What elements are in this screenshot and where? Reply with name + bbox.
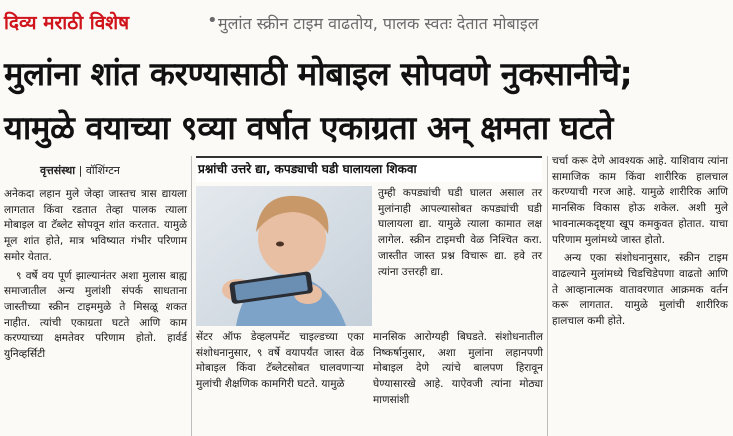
- child-with-phone-photo: [196, 186, 372, 326]
- dateline-agency: वृत्तसंस्था: [40, 164, 76, 177]
- headline-line-2: यामुळे वयाच्या ९व्या वर्षात एकाग्रता अन् क्षमता घटते: [4, 109, 614, 147]
- article-paragraph: चर्चा करू देणे आवश्यक आहे. याशिवाय त्यांना सामाजिक काम किंवा शारीरिक हालचाल करण्याची गरज आहे. यामुळे शारीरिक आणि मानसिक विकास होऊ शकेल. अशी मुले भावनात्मकदृष्ट्या खूप कमकुवत होतात. याचा परिणाम मुलांमध्ये जास्त होतो.: [552, 155, 728, 246]
- column-divider: [547, 156, 548, 436]
- dateline: [40, 163, 120, 178]
- dateline-separator: |: [78, 164, 83, 177]
- section-brand: दिव्य मराठी विशेष: [4, 12, 130, 34]
- article-paragraph: ९ वर्षे वय पूर्ण झाल्यानंतर अशा मुलास बाह्य समाजातील अन्य मुलांशी संपर्क साधताना जास्तीच्या स्क्रीन टाइममुळे ते मिसळू शकत नाहीत. त्यांची एकाग्रता घटते आणि काम करण्याच्या क्षमतेवर परिणाम होतो. हार्वर्ड युनिव्हर्सिटी: [4, 269, 187, 361]
- box-text: [378, 186, 542, 283]
- article-paragraph: अन्य एका संशोधनानुसार, स्क्रीन टाइम वाढल्याने मुलांमध्ये चिडचिडेपणा वाढतो आणि ते आव्हानात्मक वातावरणात आक्रमक वर्तन करू लागतात. यामुळे मुलांची शारीरिक हालचाल कमी होते.: [552, 252, 728, 328]
- article-column-1: [4, 187, 187, 366]
- kicker-bullet: •: [207, 10, 218, 31]
- article-column-3: [373, 330, 543, 412]
- article-paragraph: मानसिक आरोग्यही बिघडते. संशोधनातील निष्कर्षानुसार, अशा मुलांना लहानपणी मोबाइल देणे त्यांचे बालपण हिरावून घेण्यासारखे आहे. याऐवजी त्यांना मोठ्या माणसांशी: [373, 331, 543, 406]
- article-paragraph: सेंटर ऑफ डेव्हलपमेंट चाइल्डच्या एका संशोधनानुसार, ९ वर्षे वयापर्यंत जास्त वेळ मोबाइल किंवा टॅब्लेटसोबत घालवणाऱ्या मुलांची शैक्षणिक कामगिरी घटते. यामुळे: [196, 331, 364, 391]
- article-column-2: [196, 330, 364, 396]
- box-heading: प्रश्नांची उत्तरे द्या, कपड्याची घडी घालायला शिकवा: [196, 156, 542, 182]
- headline-line-1: मुलांना शांत करण्यासाठी मोबाइल सोपवणे नुकसानीचे;: [4, 55, 633, 93]
- photo-illustration: [196, 186, 372, 326]
- article-paragraph: अनेकदा लहान मुले जेव्हा जास्तच त्रास द्यायला लागतात किंवा रडतात तेव्हा पालक त्याला मोबाइल वा टॅब्लेट सोपवून शांत करतात. यामुळे मूल शांत होते, मात्र भविष्यात गंभीर परिणाम समोर येतात.: [4, 188, 187, 263]
- box-paragraph: तुम्ही कपड्यांची घडी घालत असाल तर मुलांनाही आपल्यासोबत कपड्यांची घडी घालायला द्या. यामुळे त्याला कामात लक्ष लागेल. स्क्रीन टाइमची वेळ निश्चित करा. जास्तीत जास्त प्रश्न विचारू द्या. हवे तर त्यांना उत्तरही द्या.: [378, 187, 542, 278]
- column-divider: [191, 156, 192, 436]
- kicker-subtitle: मुलांत स्क्रीन टाइम वाढतोय, पालक स्वतः देतात मोबाइल: [218, 14, 539, 33]
- dateline-place: वॉशिंग्टन: [85, 164, 120, 177]
- article-column-4: [552, 154, 728, 333]
